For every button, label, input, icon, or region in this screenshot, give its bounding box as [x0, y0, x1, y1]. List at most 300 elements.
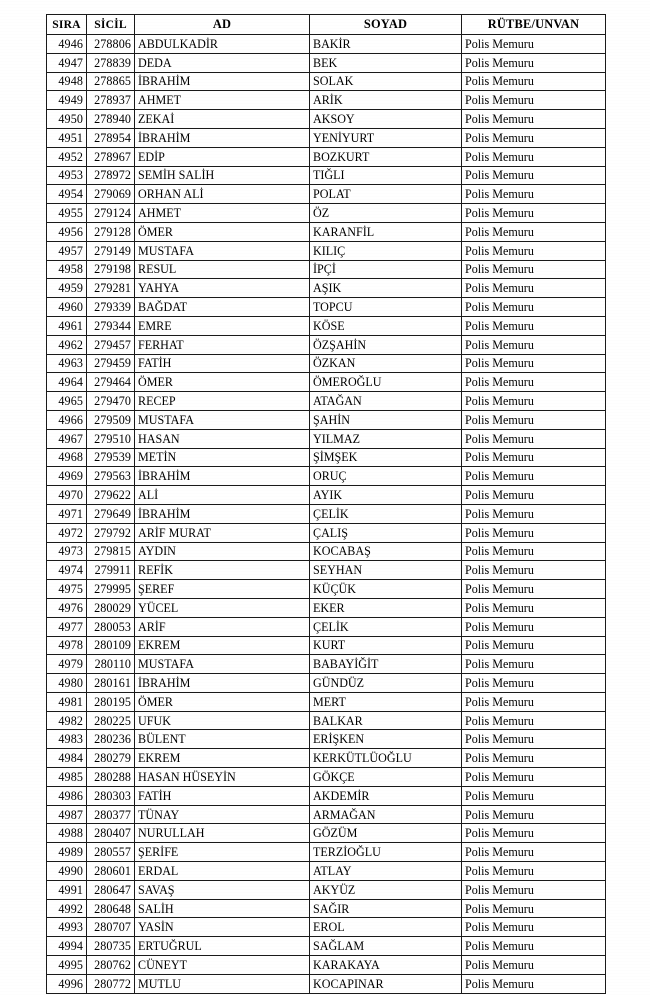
cell-rutbe: Polis Memuru	[462, 410, 606, 429]
cell-ad: CÜNEYT	[135, 956, 310, 975]
cell-soyad: KARANFİL	[310, 222, 462, 241]
cell-ad: YAHYA	[135, 279, 310, 298]
cell-sicil: 278972	[87, 166, 135, 185]
cell-rutbe: Polis Memuru	[462, 392, 606, 411]
cell-soyad: İPÇİ	[310, 260, 462, 279]
cell-rutbe: Polis Memuru	[462, 448, 606, 467]
cell-soyad: ŞİMŞEK	[310, 448, 462, 467]
cell-soyad: ATAĞAN	[310, 392, 462, 411]
cell-soyad: SAĞIR	[310, 899, 462, 918]
cell-sira: 4971	[47, 504, 87, 523]
cell-sira: 4979	[47, 655, 87, 674]
table-row	[47, 241, 606, 260]
cell-rutbe: Polis Memuru	[462, 786, 606, 805]
cell-sicil: 279281	[87, 279, 135, 298]
cell-rutbe: Polis Memuru	[462, 956, 606, 975]
table-row	[47, 429, 606, 448]
cell-sira: 4953	[47, 166, 87, 185]
cell-rutbe: Polis Memuru	[462, 636, 606, 655]
cell-sira: 4969	[47, 467, 87, 486]
cell-soyad: ÖZŞAHİN	[310, 335, 462, 354]
cell-sicil: 278940	[87, 110, 135, 129]
cell-rutbe: Polis Memuru	[462, 486, 606, 505]
cell-rutbe: Polis Memuru	[462, 768, 606, 787]
table-row	[47, 335, 606, 354]
cell-soyad: ARİK	[310, 91, 462, 110]
cell-soyad: BAKİR	[310, 35, 462, 54]
cell-sicil: 280109	[87, 636, 135, 655]
cell-soyad: ORUÇ	[310, 467, 462, 486]
cell-ad: AHMET	[135, 91, 310, 110]
cell-sira: 4982	[47, 711, 87, 730]
cell-sicil: 278806	[87, 35, 135, 54]
cell-rutbe: Polis Memuru	[462, 937, 606, 956]
cell-sira: 4955	[47, 204, 87, 223]
cell-sicil: 280110	[87, 655, 135, 674]
table-row	[47, 147, 606, 166]
cell-ad: ZEKAİ	[135, 110, 310, 129]
cell-sicil: 279069	[87, 185, 135, 204]
cell-sicil: 280647	[87, 880, 135, 899]
cell-sira: 4948	[47, 72, 87, 91]
cell-rutbe: Polis Memuru	[462, 91, 606, 110]
table-header-row	[47, 15, 606, 35]
table-row	[47, 35, 606, 54]
cell-rutbe: Polis Memuru	[462, 35, 606, 54]
cell-ad: FERHAT	[135, 335, 310, 354]
cell-soyad: YILMAZ	[310, 429, 462, 448]
cell-sicil: 279510	[87, 429, 135, 448]
cell-rutbe: Polis Memuru	[462, 617, 606, 636]
cell-sira: 4986	[47, 786, 87, 805]
cell-sira: 4988	[47, 824, 87, 843]
cell-rutbe: Polis Memuru	[462, 749, 606, 768]
cell-ad: BÜLENT	[135, 730, 310, 749]
cell-sira: 4974	[47, 561, 87, 580]
table-row	[47, 392, 606, 411]
cell-sicil: 278967	[87, 147, 135, 166]
cell-sicil: 279124	[87, 204, 135, 223]
cell-sira: 4968	[47, 448, 87, 467]
cell-sira: 4962	[47, 335, 87, 354]
cell-soyad: SAĞLAM	[310, 937, 462, 956]
cell-rutbe: Polis Memuru	[462, 128, 606, 147]
column-header-sicil: SİCİL	[87, 15, 135, 35]
table-row	[47, 523, 606, 542]
cell-ad: EKREM	[135, 749, 310, 768]
cell-sira: 4990	[47, 862, 87, 881]
cell-sicil: 279995	[87, 580, 135, 599]
cell-sira: 4987	[47, 805, 87, 824]
cell-rutbe: Polis Memuru	[462, 843, 606, 862]
cell-soyad: YENİYURT	[310, 128, 462, 147]
table-row	[47, 128, 606, 147]
cell-sira: 4973	[47, 542, 87, 561]
cell-soyad: POLAT	[310, 185, 462, 204]
cell-soyad: MERT	[310, 692, 462, 711]
cell-sira: 4995	[47, 956, 87, 975]
cell-soyad: ARMAĞAN	[310, 805, 462, 824]
table-row	[47, 918, 606, 937]
cell-sicil: 280707	[87, 918, 135, 937]
cell-ad: MUSTAFA	[135, 410, 310, 429]
table-row	[47, 974, 606, 993]
cell-sicil: 279622	[87, 486, 135, 505]
cell-rutbe: Polis Memuru	[462, 467, 606, 486]
table-row	[47, 674, 606, 693]
cell-sira: 4963	[47, 354, 87, 373]
cell-rutbe: Polis Memuru	[462, 354, 606, 373]
cell-ad: FATİH	[135, 354, 310, 373]
table-row	[47, 824, 606, 843]
cell-sicil: 279563	[87, 467, 135, 486]
cell-sicil: 279911	[87, 561, 135, 580]
cell-ad: AHMET	[135, 204, 310, 223]
cell-ad: EKREM	[135, 636, 310, 655]
cell-sira: 4975	[47, 580, 87, 599]
cell-soyad: GÖKÇE	[310, 768, 462, 787]
cell-rutbe: Polis Memuru	[462, 655, 606, 674]
cell-rutbe: Polis Memuru	[462, 298, 606, 317]
cell-ad: YASİN	[135, 918, 310, 937]
cell-sicil: 279344	[87, 316, 135, 335]
cell-soyad: ÖZKAN	[310, 354, 462, 373]
cell-sicil: 278954	[87, 128, 135, 147]
table-row	[47, 786, 606, 805]
cell-sira: 4993	[47, 918, 87, 937]
cell-ad: SAVAŞ	[135, 880, 310, 899]
cell-ad: SALİH	[135, 899, 310, 918]
table-row	[47, 580, 606, 599]
cell-ad: İBRAHİM	[135, 467, 310, 486]
table-row	[47, 91, 606, 110]
cell-ad: ARİF MURAT	[135, 523, 310, 542]
cell-ad: MUTLU	[135, 974, 310, 993]
cell-sicil: 280029	[87, 598, 135, 617]
cell-rutbe: Polis Memuru	[462, 373, 606, 392]
cell-ad: BAĞDAT	[135, 298, 310, 317]
cell-sicil: 280279	[87, 749, 135, 768]
cell-ad: METİN	[135, 448, 310, 467]
cell-sira: 4954	[47, 185, 87, 204]
cell-soyad: EROL	[310, 918, 462, 937]
cell-sicil: 279459	[87, 354, 135, 373]
table-header	[47, 15, 606, 35]
cell-sira: 4970	[47, 486, 87, 505]
table-row	[47, 937, 606, 956]
cell-ad: ARİF	[135, 617, 310, 636]
cell-soyad: KOCABAŞ	[310, 542, 462, 561]
cell-sira: 4972	[47, 523, 87, 542]
cell-rutbe: Polis Memuru	[462, 918, 606, 937]
cell-sicil: 279792	[87, 523, 135, 542]
table-row	[47, 373, 606, 392]
cell-rutbe: Polis Memuru	[462, 222, 606, 241]
cell-sicil: 279128	[87, 222, 135, 241]
cell-rutbe: Polis Memuru	[462, 523, 606, 542]
cell-sira: 4994	[47, 937, 87, 956]
cell-sira: 4967	[47, 429, 87, 448]
cell-sira: 4976	[47, 598, 87, 617]
table-row	[47, 279, 606, 298]
cell-sicil: 280303	[87, 786, 135, 805]
cell-ad: HASAN	[135, 429, 310, 448]
cell-ad: UFUK	[135, 711, 310, 730]
cell-sicil: 278937	[87, 91, 135, 110]
table-row	[47, 260, 606, 279]
table-row	[47, 410, 606, 429]
cell-rutbe: Polis Memuru	[462, 335, 606, 354]
cell-sicil: 279815	[87, 542, 135, 561]
table-row	[47, 655, 606, 674]
cell-ad: ERDAL	[135, 862, 310, 881]
cell-sicil: 278865	[87, 72, 135, 91]
cell-rutbe: Polis Memuru	[462, 598, 606, 617]
cell-sira: 4965	[47, 392, 87, 411]
cell-sira: 4958	[47, 260, 87, 279]
cell-sicil: 280735	[87, 937, 135, 956]
cell-rutbe: Polis Memuru	[462, 692, 606, 711]
cell-sira: 4957	[47, 241, 87, 260]
cell-ad: YÜCEL	[135, 598, 310, 617]
cell-rutbe: Polis Memuru	[462, 580, 606, 599]
cell-rutbe: Polis Memuru	[462, 279, 606, 298]
cell-sira: 4949	[47, 91, 87, 110]
cell-ad: MUSTAFA	[135, 241, 310, 260]
cell-ad: İBRAHİM	[135, 128, 310, 147]
cell-rutbe: Polis Memuru	[462, 204, 606, 223]
cell-sicil: 279457	[87, 335, 135, 354]
cell-soyad: KERKÜTLÜOĞLU	[310, 749, 462, 768]
cell-ad: ABDULKADİR	[135, 35, 310, 54]
personnel-roster-table	[46, 14, 606, 994]
cell-sicil: 279509	[87, 410, 135, 429]
table-row	[47, 805, 606, 824]
cell-ad: ÖMER	[135, 373, 310, 392]
cell-sira: 4989	[47, 843, 87, 862]
cell-soyad: AŞIK	[310, 279, 462, 298]
table-row	[47, 899, 606, 918]
table-row	[47, 185, 606, 204]
cell-ad: MUSTAFA	[135, 655, 310, 674]
table-row	[47, 843, 606, 862]
cell-sira: 4983	[47, 730, 87, 749]
cell-soyad: KILIÇ	[310, 241, 462, 260]
cell-rutbe: Polis Memuru	[462, 880, 606, 899]
table-row	[47, 598, 606, 617]
cell-rutbe: Polis Memuru	[462, 899, 606, 918]
cell-sicil: 280377	[87, 805, 135, 824]
cell-ad: NURULLAH	[135, 824, 310, 843]
cell-soyad: GÖZÜM	[310, 824, 462, 843]
cell-sicil: 280225	[87, 711, 135, 730]
cell-sicil: 279464	[87, 373, 135, 392]
cell-rutbe: Polis Memuru	[462, 561, 606, 580]
cell-ad: TÜNAY	[135, 805, 310, 824]
cell-sicil: 280288	[87, 768, 135, 787]
cell-rutbe: Polis Memuru	[462, 711, 606, 730]
table-row	[47, 880, 606, 899]
cell-sira: 4959	[47, 279, 87, 298]
cell-soyad: ÖZ	[310, 204, 462, 223]
cell-ad: ALİ	[135, 486, 310, 505]
cell-soyad: KÖSE	[310, 316, 462, 335]
cell-sicil: 279470	[87, 392, 135, 411]
table-row	[47, 486, 606, 505]
cell-soyad: SOLAK	[310, 72, 462, 91]
cell-ad: EMRE	[135, 316, 310, 335]
cell-sicil: 279198	[87, 260, 135, 279]
table-body	[47, 35, 606, 994]
cell-sicil: 279649	[87, 504, 135, 523]
table-row	[47, 110, 606, 129]
cell-rutbe: Polis Memuru	[462, 504, 606, 523]
cell-sira: 4966	[47, 410, 87, 429]
cell-rutbe: Polis Memuru	[462, 824, 606, 843]
column-header-ad: AD	[135, 15, 310, 35]
cell-soyad: TOPCU	[310, 298, 462, 317]
cell-soyad: ÇELİK	[310, 617, 462, 636]
cell-soyad: BEK	[310, 53, 462, 72]
cell-ad: RESUL	[135, 260, 310, 279]
cell-sicil: 280601	[87, 862, 135, 881]
cell-ad: ŞERİFE	[135, 843, 310, 862]
cell-sicil: 279149	[87, 241, 135, 260]
column-header-soyad: SOYAD	[310, 15, 462, 35]
cell-ad: ÖMER	[135, 222, 310, 241]
cell-sira: 4964	[47, 373, 87, 392]
cell-sira: 4991	[47, 880, 87, 899]
cell-rutbe: Polis Memuru	[462, 53, 606, 72]
table-row	[47, 730, 606, 749]
cell-rutbe: Polis Memuru	[462, 260, 606, 279]
cell-sira: 4978	[47, 636, 87, 655]
cell-soyad: ŞAHİN	[310, 410, 462, 429]
cell-soyad: KURT	[310, 636, 462, 655]
table-row	[47, 316, 606, 335]
cell-rutbe: Polis Memuru	[462, 805, 606, 824]
cell-sira: 4996	[47, 974, 87, 993]
cell-rutbe: Polis Memuru	[462, 730, 606, 749]
table-row	[47, 467, 606, 486]
cell-ad: SEMİH SALİH	[135, 166, 310, 185]
cell-rutbe: Polis Memuru	[462, 185, 606, 204]
cell-rutbe: Polis Memuru	[462, 316, 606, 335]
cell-soyad: GÜNDÜZ	[310, 674, 462, 693]
cell-sira: 4980	[47, 674, 87, 693]
cell-rutbe: Polis Memuru	[462, 72, 606, 91]
cell-rutbe: Polis Memuru	[462, 241, 606, 260]
table-row	[47, 711, 606, 730]
cell-sira: 4950	[47, 110, 87, 129]
table-row	[47, 636, 606, 655]
cell-soyad: BOZKURT	[310, 147, 462, 166]
table-row	[47, 72, 606, 91]
cell-soyad: BABAYİĞİT	[310, 655, 462, 674]
cell-ad: ŞEREF	[135, 580, 310, 599]
cell-rutbe: Polis Memuru	[462, 166, 606, 185]
cell-ad: ORHAN ALİ	[135, 185, 310, 204]
column-header-rutbe: RÜTBE/UNVAN	[462, 15, 606, 35]
cell-ad: İBRAHİM	[135, 674, 310, 693]
cell-soyad: KÜÇÜK	[310, 580, 462, 599]
cell-soyad: ATLAY	[310, 862, 462, 881]
cell-ad: AYDIN	[135, 542, 310, 561]
cell-soyad: SEYHAN	[310, 561, 462, 580]
cell-sira: 4981	[47, 692, 87, 711]
cell-sicil: 280053	[87, 617, 135, 636]
cell-sicil: 280236	[87, 730, 135, 749]
cell-rutbe: Polis Memuru	[462, 429, 606, 448]
cell-soyad: KARAKAYA	[310, 956, 462, 975]
cell-ad: HASAN HÜSEYİN	[135, 768, 310, 787]
cell-soyad: AKYÜZ	[310, 880, 462, 899]
cell-sicil: 279539	[87, 448, 135, 467]
cell-sira: 4961	[47, 316, 87, 335]
cell-soyad: KOCAPINAR	[310, 974, 462, 993]
cell-sira: 4992	[47, 899, 87, 918]
cell-soyad: AYIK	[310, 486, 462, 505]
cell-rutbe: Polis Memuru	[462, 110, 606, 129]
table-row	[47, 617, 606, 636]
cell-soyad: ÇELİK	[310, 504, 462, 523]
cell-sira: 4947	[47, 53, 87, 72]
cell-sira: 4956	[47, 222, 87, 241]
table-row	[47, 542, 606, 561]
table-row	[47, 561, 606, 580]
table-row	[47, 692, 606, 711]
cell-ad: DEDA	[135, 53, 310, 72]
cell-ad: REFİK	[135, 561, 310, 580]
cell-soyad: AKSOY	[310, 110, 462, 129]
cell-rutbe: Polis Memuru	[462, 674, 606, 693]
cell-soyad: TIĞLI	[310, 166, 462, 185]
table-row	[47, 862, 606, 881]
cell-sicil: 280407	[87, 824, 135, 843]
table-row	[47, 53, 606, 72]
table-row	[47, 204, 606, 223]
cell-ad: FATİH	[135, 786, 310, 805]
cell-sicil: 280161	[87, 674, 135, 693]
cell-soyad: ÇALIŞ	[310, 523, 462, 542]
table-row	[47, 222, 606, 241]
column-header-sira: SIRA	[47, 15, 87, 35]
cell-rutbe: Polis Memuru	[462, 974, 606, 993]
cell-soyad: EKER	[310, 598, 462, 617]
cell-sicil: 280195	[87, 692, 135, 711]
cell-ad: İBRAHİM	[135, 504, 310, 523]
cell-soyad: AKDEMİR	[310, 786, 462, 805]
cell-soyad: ÖMEROĞLU	[310, 373, 462, 392]
table-row	[47, 354, 606, 373]
table-row	[47, 768, 606, 787]
cell-sira: 4952	[47, 147, 87, 166]
cell-soyad: TERZİOĞLU	[310, 843, 462, 862]
cell-sicil: 279339	[87, 298, 135, 317]
cell-ad: EDİP	[135, 147, 310, 166]
cell-sicil: 280762	[87, 956, 135, 975]
cell-rutbe: Polis Memuru	[462, 147, 606, 166]
cell-sira: 4960	[47, 298, 87, 317]
table-row	[47, 448, 606, 467]
table-row	[47, 956, 606, 975]
cell-sira: 4951	[47, 128, 87, 147]
cell-sira: 4946	[47, 35, 87, 54]
cell-ad: ERTUĞRUL	[135, 937, 310, 956]
table-row	[47, 298, 606, 317]
cell-soyad: BALKAR	[310, 711, 462, 730]
cell-sira: 4977	[47, 617, 87, 636]
